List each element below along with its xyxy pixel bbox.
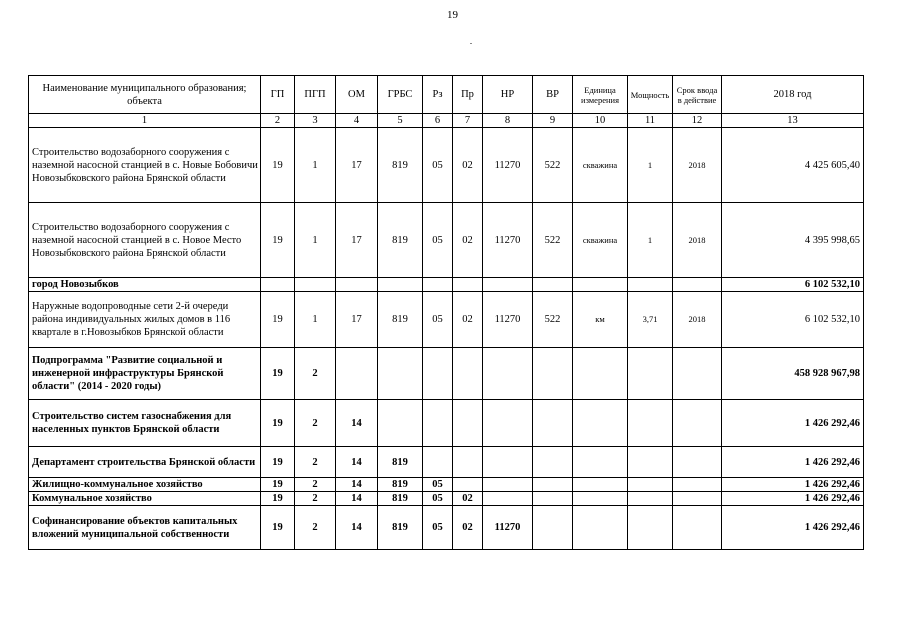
page-number: 19 (447, 9, 458, 21)
row-code-cell (483, 492, 533, 506)
row-code-cell (533, 348, 573, 400)
header-cell: ГРБС (378, 76, 423, 114)
column-number: 8 (483, 114, 533, 128)
row-code-cell: 14 (336, 492, 378, 506)
header-cell: ПГП (295, 76, 336, 114)
row-code-cell (423, 447, 453, 478)
row-code-cell: 19 (261, 128, 295, 203)
row-code-cell: 05 (423, 492, 453, 506)
row-code-cell: 02 (453, 203, 483, 278)
row-code-cell: 19 (261, 292, 295, 348)
row-code-cell: 2018 (673, 203, 722, 278)
row-name-cell: Строительство водозаборного сооружения с наземной насосной станцией в с. Новое Место Новозыбковского района Брянской области (29, 203, 261, 278)
row-code-cell (483, 447, 533, 478)
row-code-cell: 1 (295, 128, 336, 203)
row-code-cell: 819 (378, 292, 423, 348)
row-code-cell (423, 348, 453, 400)
row-code-cell: скважина (573, 128, 628, 203)
row-code-cell: 02 (453, 506, 483, 550)
row-name-cell: Коммунальное хозяйство (29, 492, 261, 506)
row-code-cell (483, 478, 533, 492)
table-row (29, 506, 864, 550)
row-code-cell (628, 348, 673, 400)
header-cell: ВР (533, 76, 573, 114)
row-code-cell (423, 400, 453, 447)
row-code-cell (423, 278, 453, 292)
row-code-cell (533, 278, 573, 292)
row-code-cell: 17 (336, 128, 378, 203)
row-code-cell: скважина (573, 203, 628, 278)
row-code-cell: 2 (295, 447, 336, 478)
row-code-cell: 19 (261, 348, 295, 400)
header-cell: Срок ввода в действие (673, 76, 722, 114)
row-code-cell (573, 447, 628, 478)
table-row (29, 292, 864, 348)
row-code-cell: 819 (378, 506, 423, 550)
row-sum-cell: 1 426 292,46 (722, 447, 864, 478)
row-code-cell (628, 506, 673, 550)
row-name-cell: Софинансирование объектов капитальных вложений муниципальной собственности (29, 506, 261, 550)
header-cell: Пр (453, 76, 483, 114)
row-code-cell: 19 (261, 400, 295, 447)
row-code-cell (673, 447, 722, 478)
row-code-cell: 2 (295, 348, 336, 400)
row-code-cell (673, 348, 722, 400)
row-code-cell: 2018 (673, 292, 722, 348)
row-sum-cell: 6 102 532,10 (722, 292, 864, 348)
row-code-cell: 1 (628, 203, 673, 278)
row-code-cell: 02 (453, 292, 483, 348)
column-number: 10 (573, 114, 628, 128)
row-code-cell (483, 348, 533, 400)
row-code-cell: 11270 (483, 203, 533, 278)
row-name-cell: Наружные водопроводные сети 2-й очереди района индивидуальных жилых домов в 116 квартале в г.Новозыбков Брянской области (29, 292, 261, 348)
row-code-cell: 17 (336, 292, 378, 348)
row-code-cell: км (573, 292, 628, 348)
table-row (29, 278, 864, 292)
row-code-cell (533, 492, 573, 506)
row-code-cell (628, 478, 673, 492)
row-name-cell: Департамент строительства Брянской области (29, 447, 261, 478)
row-code-cell (453, 478, 483, 492)
header-cell: Мощность (628, 76, 673, 114)
row-name-cell: Жилищно-коммунальное хозяйство (29, 478, 261, 492)
row-code-cell: 05 (423, 203, 453, 278)
row-code-cell: 522 (533, 128, 573, 203)
header-cell: ГП (261, 76, 295, 114)
row-name-cell: Строительство систем газоснабжения для населенных пунктов Брянской области (29, 400, 261, 447)
row-code-cell (261, 278, 295, 292)
row-code-cell (453, 400, 483, 447)
column-number-row (29, 114, 864, 128)
row-name-cell: город Новозыбков (29, 278, 261, 292)
row-code-cell: 819 (378, 447, 423, 478)
row-code-cell: 14 (336, 400, 378, 447)
row-code-cell: 02 (453, 492, 483, 506)
row-code-cell (628, 278, 673, 292)
row-code-cell: 819 (378, 203, 423, 278)
header-cell: ОМ (336, 76, 378, 114)
column-number: 5 (378, 114, 423, 128)
row-code-cell (483, 400, 533, 447)
row-code-cell (673, 278, 722, 292)
row-code-cell (453, 278, 483, 292)
column-number: 9 (533, 114, 573, 128)
row-code-cell: 11270 (483, 292, 533, 348)
header-row (29, 76, 864, 114)
table-row (29, 348, 864, 400)
scan-speck (470, 43, 472, 44)
header-cell: Наименование муниципального образования; объекта (29, 76, 261, 114)
row-name-cell: Строительство водозаборного сооружения с наземной насосной станцией в с. Новые Бобовичи Новозыбковского района Брянской области (29, 128, 261, 203)
row-code-cell: 819 (378, 478, 423, 492)
row-code-cell (573, 348, 628, 400)
row-code-cell: 11270 (483, 128, 533, 203)
table-row (29, 447, 864, 478)
row-code-cell: 19 (261, 506, 295, 550)
row-code-cell: 14 (336, 478, 378, 492)
row-code-cell: 02 (453, 128, 483, 203)
row-code-cell: 19 (261, 203, 295, 278)
row-code-cell (453, 447, 483, 478)
table-row (29, 492, 864, 506)
table-row (29, 128, 864, 203)
header-cell: Единица измерения (573, 76, 628, 114)
row-sum-cell: 4 395 998,65 (722, 203, 864, 278)
row-code-cell (628, 447, 673, 478)
row-code-cell: 2 (295, 400, 336, 447)
column-number: 12 (673, 114, 722, 128)
row-code-cell: 05 (423, 128, 453, 203)
row-code-cell (483, 278, 533, 292)
row-code-cell: 14 (336, 447, 378, 478)
budget-table (28, 75, 864, 550)
column-number: 4 (336, 114, 378, 128)
header-cell: Рз (423, 76, 453, 114)
row-code-cell (573, 478, 628, 492)
header-cell: НР (483, 76, 533, 114)
row-sum-cell: 1 426 292,46 (722, 478, 864, 492)
row-code-cell: 819 (378, 128, 423, 203)
row-code-cell: 819 (378, 492, 423, 506)
row-code-cell: 14 (336, 506, 378, 550)
row-sum-cell: 458 928 967,98 (722, 348, 864, 400)
row-code-cell (628, 400, 673, 447)
row-code-cell (295, 278, 336, 292)
header-cell: 2018 год (722, 76, 864, 114)
row-code-cell: 19 (261, 492, 295, 506)
row-code-cell (336, 348, 378, 400)
row-code-cell: 17 (336, 203, 378, 278)
row-code-cell (573, 492, 628, 506)
row-code-cell: 3,71 (628, 292, 673, 348)
row-code-cell (673, 478, 722, 492)
row-sum-cell: 6 102 532,10 (722, 278, 864, 292)
row-sum-cell: 1 426 292,46 (722, 506, 864, 550)
row-code-cell: 05 (423, 478, 453, 492)
row-code-cell (673, 492, 722, 506)
row-code-cell: 1 (295, 292, 336, 348)
row-code-cell (378, 278, 423, 292)
row-code-cell: 1 (295, 203, 336, 278)
row-code-cell (628, 492, 673, 506)
row-sum-cell: 1 426 292,46 (722, 492, 864, 506)
column-number: 2 (261, 114, 295, 128)
column-number: 1 (29, 114, 261, 128)
row-code-cell (533, 506, 573, 550)
row-code-cell: 2 (295, 478, 336, 492)
row-code-cell (673, 506, 722, 550)
row-code-cell: 05 (423, 292, 453, 348)
column-number: 7 (453, 114, 483, 128)
row-code-cell (378, 400, 423, 447)
column-number: 11 (628, 114, 673, 128)
row-code-cell (573, 506, 628, 550)
row-code-cell: 522 (533, 203, 573, 278)
table-row (29, 203, 864, 278)
table-row (29, 400, 864, 447)
row-code-cell (673, 400, 722, 447)
row-sum-cell: 4 425 605,40 (722, 128, 864, 203)
row-code-cell: 2018 (673, 128, 722, 203)
row-code-cell (573, 278, 628, 292)
row-code-cell: 522 (533, 292, 573, 348)
row-code-cell (533, 478, 573, 492)
row-code-cell: 2 (295, 492, 336, 506)
column-number: 13 (722, 114, 864, 128)
row-name-cell: Подпрограмма "Развитие социальной и инженерной инфраструктуры Брянской области" (2014 - 2020 годы) (29, 348, 261, 400)
column-number: 6 (423, 114, 453, 128)
row-code-cell (533, 400, 573, 447)
row-code-cell: 19 (261, 447, 295, 478)
row-code-cell: 19 (261, 478, 295, 492)
row-code-cell (378, 348, 423, 400)
row-code-cell (533, 447, 573, 478)
row-code-cell (573, 400, 628, 447)
row-code-cell: 2 (295, 506, 336, 550)
table-row (29, 478, 864, 492)
row-code-cell (453, 348, 483, 400)
row-code-cell: 11270 (483, 506, 533, 550)
row-code-cell: 05 (423, 506, 453, 550)
column-number: 3 (295, 114, 336, 128)
row-code-cell: 1 (628, 128, 673, 203)
row-code-cell (336, 278, 378, 292)
row-sum-cell: 1 426 292,46 (722, 400, 864, 447)
